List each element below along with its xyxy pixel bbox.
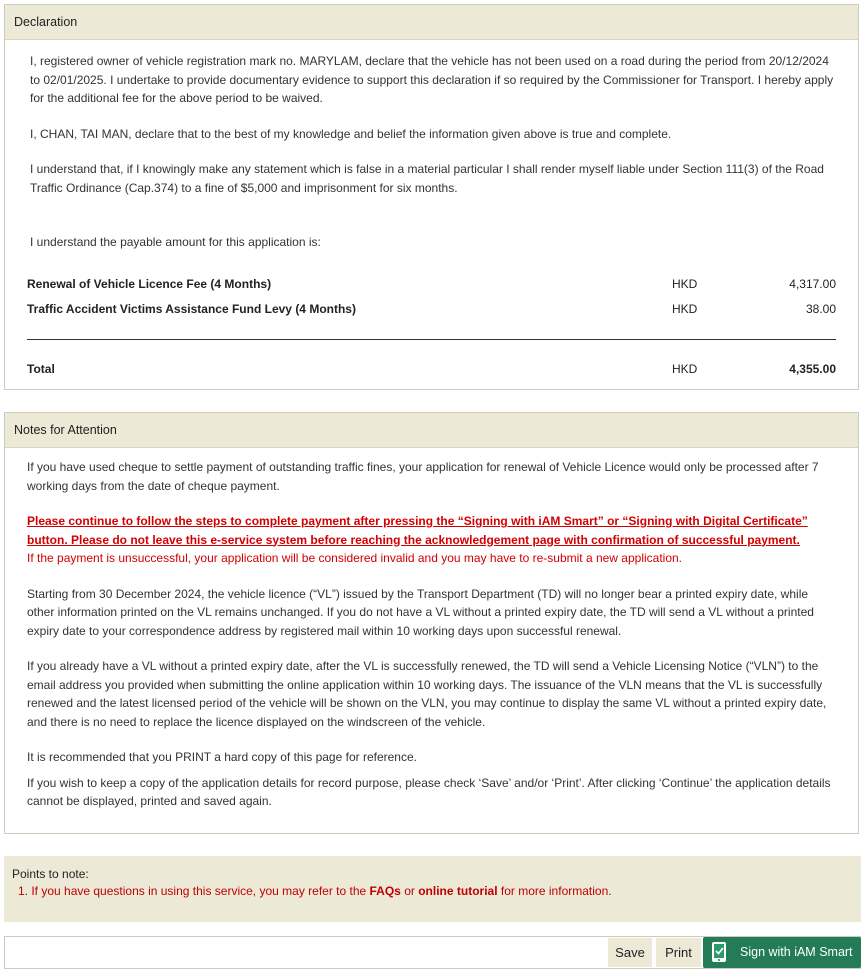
total-amount: 4,355.00 (789, 362, 836, 376)
declaration-heading: Declaration (5, 5, 858, 40)
save-button[interactable]: Save (608, 938, 652, 967)
iam-smart-icon (709, 940, 731, 964)
fee-row (27, 275, 836, 293)
save-print-note: If you wish to keep a copy of the application details for record purpose, please check ‘Save’ and/or ‘Print’. After clicking ‘Continue’ the application details cannot be displayed, printed and saved again. (27, 775, 831, 808)
total-divider (27, 339, 836, 340)
vln-note: If you already have a VL without a printed expiry date, after the VL is successfully renewed, the TD will send a Vehicle Licensing Notice (“VLN”) to the email address you provided when submitting the online application within 10 working days. The issuance of the VLN means that the VL is successfully renewed and the latest licensed period of the vehicle will be shown on the VLN, you may continue to display the same VL without a printed expiry date, and there is no need to replace the licence displayed on the windscreen of the vehicle. (27, 659, 827, 729)
declaration-liability-statement: I understand that, if I knowingly make any statement which is false in a material particular I shall render myself liable under Section 111(3) of the Road Traffic Ordinance (Cap.374) to a fine of $5,000 and imprisonment for six months. (30, 162, 824, 195)
notes-panel (4, 412, 859, 834)
fee-currency: HKD (672, 277, 698, 291)
online-tutorial-link[interactable]: online tutorial (418, 884, 498, 898)
cheque-note: If you have used cheque to settle payment of outstanding traffic fines, your application for renewal of Vehicle Licence would only be processed after 7 working days from the date of cheque payment. (27, 460, 819, 493)
payable-intro: I understand the payable amount for this application is: (30, 235, 321, 249)
declaration-truth-statement: I, CHAN, TAI MAN, declare that to the best of my knowledge and belief the information given above is true and complete. (30, 126, 672, 141)
fee-amount: 4,317.00 (789, 277, 836, 291)
print-recommendation: It is recommended that you PRINT a hard copy of this page for reference. (27, 750, 417, 764)
fee-description: Traffic Accident Victims Assistance Fund Levy (4 Months) (27, 302, 356, 316)
fee-amount: 38.00 (805, 302, 836, 316)
points-to-note (4, 856, 861, 922)
fee-row (27, 300, 836, 318)
action-bar (4, 936, 861, 969)
points-item-suffix: for more information. (497, 884, 612, 898)
faqs-link[interactable]: FAQs (369, 884, 401, 898)
print-button[interactable]: Print (656, 938, 701, 967)
points-item-or: or (400, 884, 419, 898)
total-currency: HKD (672, 362, 698, 376)
fee-currency: HKD (672, 302, 698, 316)
iam-smart-label: Sign with iAM Smart (740, 945, 853, 959)
declaration-panel (4, 4, 859, 390)
payment-unsuccessful-note: If the payment is unsuccessful, your application will be considered invalid and you may have to re-submit a new application. (27, 551, 683, 565)
points-item (12, 882, 853, 900)
total-label: Total (27, 362, 55, 376)
notes-body (5, 448, 858, 811)
points-item-prefix: 1. If you have questions in using this service, you may refer to the (18, 884, 370, 898)
payment-warning: Please continue to follow the steps to complete payment after pressing the “Signing with iAM Smart” or “Signing with Digital Certificate” button. Please do not leave this e-service system before reaching the acknowledgement page with confirmation of successful payment. (27, 514, 808, 547)
vl-expiry-note: Starting from 30 December 2024, the vehicle licence (“VL”) issued by the Transport Department (TD) will no longer bear a printed expiry date, while other information printed on the VL remains unchanged. If you do not have a VL without a printed expiry date, the TD will send a VL without a printed expiry date to your correspondence address by registered mail within 10 working days upon successful renewal. (27, 586, 814, 638)
declaration-body (5, 40, 858, 252)
declaration-statement: I, registered owner of vehicle registration mark no. MARYLAM, declare that the vehicle has not been used on a road during the period from 20/12/2024 to 02/01/2025. I undertake to provide documentary evidence to support this declaration if so required by the Commissioner for Transport. I hereby apply for the additional fee for the above period to be waived. (30, 54, 834, 105)
fee-description: Renewal of Vehicle Licence Fee (4 Months) (27, 277, 272, 291)
sign-with-iam-smart-button[interactable] (703, 937, 861, 968)
total-row (27, 360, 836, 378)
notes-heading: Notes for Attention (5, 413, 858, 448)
points-title: Points to note: (12, 867, 89, 881)
